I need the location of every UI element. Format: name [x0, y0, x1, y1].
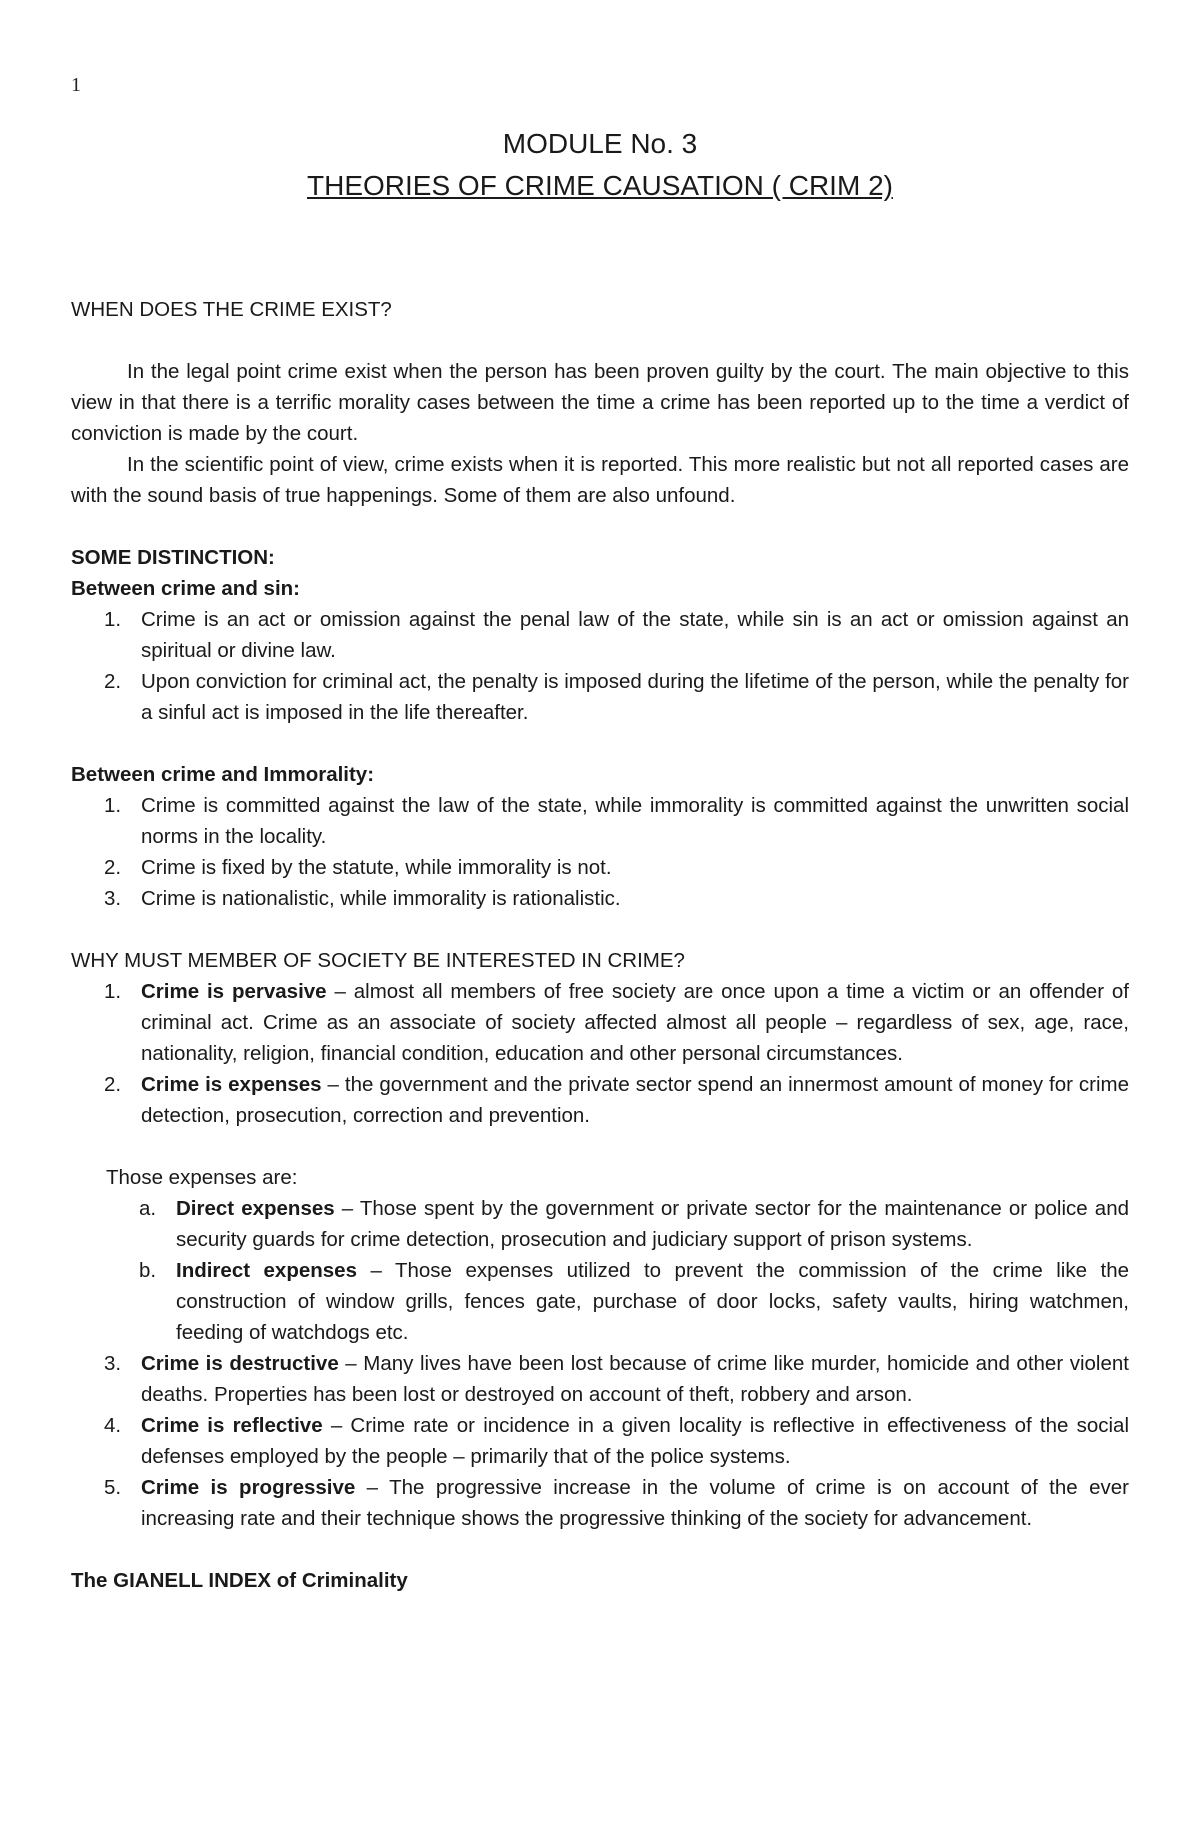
- page-number: 1: [71, 74, 81, 96]
- list-item: 3. Crime is destructive – Many lives have been lost because of crime like murder, homicide and other violent deaths. Properties has been lost or destroyed on account of theft, robbery and arson.: [104, 1352, 1129, 1406]
- section-heading-gianell-index: The GIANELL INDEX of Criminality: [71, 1569, 408, 1592]
- expenses-intro: Those expenses are:: [106, 1166, 298, 1189]
- list-item: 4. Crime is reflective – Crime rate or incidence in a given locality is reflective in effectiveness of the social defenses employed by the people – primarily that of the police systems.: [104, 1414, 1129, 1468]
- list-reasons-continued: [71, 1348, 1129, 1534]
- paragraph-legal-point: In the legal point crime exist when the person has been proven guilty by the court. The main objective to this view in that there is a terrific morality cases between the time a crime has been reported up to the time a verdict of conviction is made by the court.: [71, 360, 1129, 445]
- list-item: 5. Crime is progressive – The progressive increase in the volume of crime is on account of the ever increasing rate and their technique shows the progressive thinking of the society for advancement.: [104, 1476, 1129, 1530]
- list-item: 2. Upon conviction for criminal act, the penalty is imposed during the lifetime of the person, while the penalty for a sinful act is imposed in the life thereafter.: [104, 670, 1129, 724]
- module-title: MODULE No. 3: [502, 128, 698, 159]
- subheading-crime-immorality: Between crime and Immorality:: [71, 763, 375, 786]
- list-item: 2. Crime is expenses – the government and the private sector spend an innermost amount of money for crime detection, prosecution, correction and prevention.: [104, 1073, 1130, 1127]
- module-subtitle: THEORIES OF CRIME CAUSATION ( CRIM 2): [307, 170, 893, 201]
- document-body: [71, 294, 1129, 1596]
- list-crime-sin: [71, 604, 1129, 728]
- list-expenses: [71, 1193, 1129, 1348]
- list-item: b. Indirect expenses – Those expenses utilized to prevent the commission of the crime like the construction of window grills, fences gate, purchase of door locks, safety vaults, hiring watchmen, feeding of watchdogs etc.: [139, 1259, 1129, 1344]
- list-item: 2. Crime is fixed by the statute, while immorality is not.: [104, 856, 612, 879]
- list-item: 1. Crime is pervasive – almost all members of free society are once upon a time a victim or an offender of criminal act. Crime as an associate of society affected almost all people – regardless of sex, age, race, nationality, religion, financial condition, education and other personal circumstances.: [104, 980, 1129, 1065]
- section-heading-why-interested: WHY MUST MEMBER OF SOCIETY BE INTERESTED IN CRIME?: [71, 949, 685, 972]
- section-heading-distinction: SOME DISTINCTION:: [71, 546, 275, 569]
- list-item: 1. Crime is an act or omission against the penal law of the state, while sin is an act or omission against an spiritual or divine law.: [104, 608, 1129, 662]
- list-item: 1. Crime is committed against the law of the state, while immorality is committed against the unwritten social norms in the locality.: [104, 794, 1129, 848]
- subheading-crime-sin: Between crime and sin:: [71, 577, 300, 600]
- paragraph-scientific-point: In the scientific point of view, crime exists when it is reported. This more realistic but not all reported cases are with the sound basis of true happenings. Some of them are also unfound.: [71, 453, 1129, 507]
- section-heading-crime-exist: WHEN DOES THE CRIME EXIST?: [71, 298, 392, 321]
- list-reasons: [71, 976, 1129, 1131]
- list-item: 3. Crime is nationalistic, while immorality is rationalistic.: [104, 887, 621, 910]
- list-crime-immorality: [71, 790, 1129, 914]
- list-item: a. Direct expenses – Those spent by the government or private sector for the maintenance or police and security guards for crime detection, prosecution and judiciary support of prison systems.: [139, 1197, 1129, 1251]
